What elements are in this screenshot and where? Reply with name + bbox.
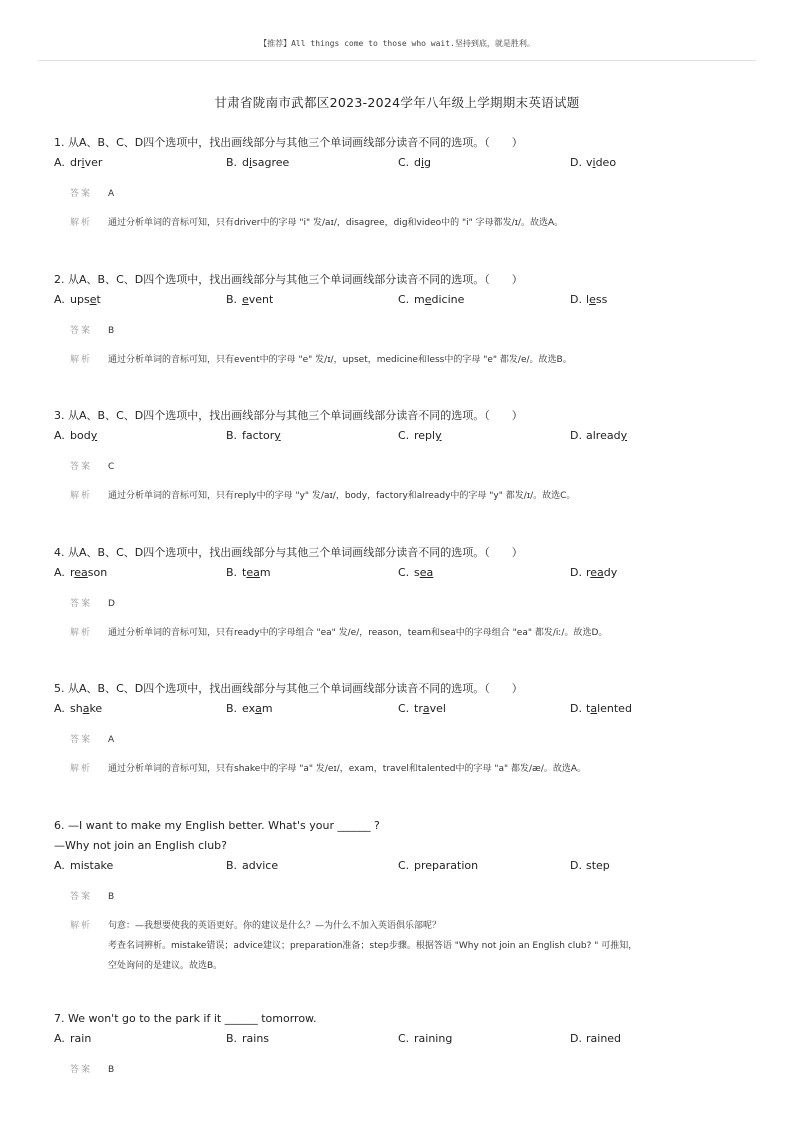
option-list [54,856,754,876]
word-suffix: t [96,293,101,306]
word-prefix: s [414,566,420,579]
option-list [54,1029,754,1049]
underlined-letters: y [90,429,98,442]
word-prefix: tr [414,702,423,715]
word-suffix: ke [89,702,103,715]
option-letter: B. [226,429,238,442]
word-prefix: l [586,293,590,306]
question-6 [54,816,754,976]
option-letter: B. [226,566,238,579]
answer-value: A [108,735,115,745]
option-b[interactable] [226,426,398,446]
underlined-letters: ea [74,566,88,579]
underlined-letters: e [424,293,432,306]
explanation-body: 句意：—我想要使我的英语更好。你的建议是什么？—为什么不加入英语俱乐部呢？ 考查名词辨析。mistake错误；advice建议；preparation准备；step步骤。根据答语 "Why not join an English club? " 可推知， 空处询问的是建议。故选B。 [108,921,638,971]
underlined-letters: i [248,156,253,169]
option-d[interactable]: D. rained [570,1032,622,1045]
underlined-letters: y [435,429,442,442]
option-letter: D. [570,702,582,715]
option-letter: B. [226,156,238,169]
underlined-letters: i [592,156,596,169]
explanation-label: 解析 [70,628,93,638]
answer-label: 答案 [70,1065,93,1075]
answer-row [70,1063,754,1077]
question-3 [54,406,754,506]
word-suffix: g [424,156,432,169]
question-stem: 6. —I want to make my English better. What's your ______ ? [54,819,380,832]
option-list [54,699,754,719]
word-suffix: m [261,702,273,715]
option-c[interactable] [398,290,570,310]
option-a[interactable] [54,563,226,583]
question-stem: 2. 从A、B、C、D四个选项中，找出画线部分与其他三个单词画线部分读音不同的选项。（ ） [54,273,523,286]
option-list [54,563,754,583]
option-letter: C. [398,566,410,579]
underlined-letters: i [420,156,425,169]
word-prefix: r [586,566,591,579]
explanation-body: 通过分析单词的音标可知，只有event中的字母 "e" 发/ɪ/，upset，medicine和less中的字母 "e" 都发/e/。故选B。 [108,355,572,365]
option-letter: C. [398,429,410,442]
explanation-body: 通过分析单词的音标可知，只有shake中的字母 "a" 发/eɪ/，exam，travel和talented中的字母 "a" 都发/æ/。故选A。 [108,764,587,774]
option-list [54,153,754,173]
option-c[interactable]: C. raining [398,1032,453,1045]
explanation-label: 解析 [70,355,93,365]
answer-row [70,460,754,474]
word-prefix: bod [70,429,91,442]
underlined-letters: a [422,702,430,715]
underlined-letters: y [274,429,281,442]
option-a[interactable] [54,426,226,446]
explanation-body: 通过分析单词的音标可知，只有ready中的字母组合 "ea" 发/e/，reason，team和sea中的字母组合 "ea" 都发/iː/。故选D。 [108,628,608,638]
explanation-body: 通过分析单词的音标可知，只有driver中的字母 "i" 发/aɪ/，disagree，dig和video中的 "i" 字母都发/ɪ/。故选A。 [108,218,564,228]
option-letter: C. [398,156,410,169]
word-prefix: d [242,156,249,169]
word-suffix: ss [595,293,608,306]
option-c[interactable]: C. preparation [398,859,479,872]
word-suffix: vent [248,293,274,306]
option-d[interactable] [570,699,742,719]
answer-label: 答案 [70,326,93,336]
answer-label: 答案 [70,735,93,745]
word-suffix: deo [595,156,617,169]
answer-row [70,324,754,338]
underlined-letters: e [589,293,596,306]
underlined-letters: ea [419,566,434,579]
option-c[interactable] [398,153,570,173]
option-c[interactable] [398,426,570,446]
option-d[interactable]: D. step [570,859,610,872]
option-letter: A. [54,702,65,715]
explanation-row [70,916,754,976]
explanation-row [70,759,754,779]
explanation-row [70,213,754,233]
option-letter: B. [226,702,238,715]
option-b[interactable] [226,563,398,583]
answer-label: 答案 [70,599,93,609]
option-letter: C. [398,293,410,306]
option-letter: D. [570,156,582,169]
explanation-label: 解析 [70,921,93,931]
word-prefix: alread [586,429,621,442]
option-a[interactable] [54,153,226,173]
option-a[interactable]: A. rain [54,1032,92,1045]
question-5 [54,679,754,779]
explanation-label: 解析 [70,218,93,228]
word-suffix: vel [429,702,446,715]
question-stem-reply: —Why not join an English club? [54,839,227,852]
question-stem: 3. 从A、B、C、D四个选项中，找出画线部分与其他三个单词画线部分读音不同的选项。（ ） [54,409,523,422]
word-suffix: sagree [252,156,290,169]
word-prefix: t [242,566,247,579]
option-d[interactable] [570,153,742,173]
answer-row [70,187,754,201]
question-stem: 5. 从A、B、C、D四个选项中，找出画线部分与其他三个单词画线部分读音不同的选项。（ ） [54,682,523,695]
question-stem: 4. 从A、B、C、D四个选项中，找出画线部分与其他三个单词画线部分读音不同的选项。（ ） [54,546,523,559]
word-prefix: repl [414,429,436,442]
underlined-letters: ea [246,566,260,579]
underlined-letters: a [82,702,90,715]
answer-label: 答案 [70,892,93,902]
word-prefix: t [586,702,591,715]
option-b[interactable] [226,699,398,719]
word-prefix: dr [70,156,82,169]
option-letter: D. [570,566,582,579]
explanation-label: 解析 [70,764,93,774]
page-header-motto: 【推荐】All things come to those who wait.坚持到底，就是胜利。 [259,39,535,48]
option-list [54,290,754,310]
word-suffix: m [259,566,271,579]
question-2 [54,270,754,370]
answer-value: B [108,326,115,336]
answer-label: 答案 [70,189,93,199]
option-a[interactable] [54,290,226,310]
underlined-letters: e [89,293,97,306]
word-prefix: ex [242,702,256,715]
word-prefix: v [586,156,593,169]
underlined-letters: a [255,702,262,715]
word-prefix: factor [242,429,275,442]
answer-value: C [108,462,115,472]
option-list [54,426,754,446]
option-d[interactable] [570,563,742,583]
option-letter: A. [54,156,65,169]
option-letter: B. [226,293,238,306]
answer-label: 答案 [70,462,93,472]
explanation-row [70,350,754,370]
underlined-letters: y [620,429,628,442]
option-b[interactable]: B. rains [226,1032,270,1045]
question-stem: 7. We won't go to the park if it ______ tomorrow. [54,1012,317,1025]
answer-row [70,597,754,611]
word-suffix: son [87,566,108,579]
question-1 [54,133,754,233]
option-letter: A. [54,429,65,442]
word-prefix: m [414,293,425,306]
option-letter: A. [54,293,65,306]
underlined-letters: ea [590,566,604,579]
word-suffix: dy [603,566,618,579]
word-prefix: sh [70,702,83,715]
option-c[interactable] [398,699,570,719]
word-prefix: r [70,566,75,579]
explanation-body: 通过分析单词的音标可知，只有reply中的字母 "y" 发/aɪ/，body，factory和already中的字母 "y" 都发/ɪ/。故选C。 [108,491,576,501]
option-c[interactable] [398,563,570,583]
option-a[interactable] [54,699,226,719]
underlined-letters: e [242,293,249,306]
answer-value: B [108,1065,115,1075]
answer-value: D [108,599,115,609]
word-prefix: ups [70,293,90,306]
word-suffix: dicine [431,293,465,306]
word-suffix: ver [84,156,103,169]
option-letter: D. [570,293,582,306]
option-letter: C. [398,702,410,715]
answer-row [70,890,754,904]
question-4 [54,543,754,643]
answer-row [70,733,754,747]
explanation-label: 解析 [70,491,93,501]
header-divider [38,60,756,61]
word-suffix: lented [597,702,632,715]
underlined-letters: i [81,156,85,169]
question-7 [54,1009,754,1077]
underlined-letters: a [590,702,598,715]
option-b[interactable] [226,290,398,310]
answer-value: A [108,189,115,199]
option-a[interactable]: A. mistake [54,859,114,872]
question-stem: 1. 从A、B、C、D四个选项中，找出画线部分与其他三个单词画线部分读音不同的选项。（ ） [54,136,523,149]
option-b[interactable]: B. advice [226,859,279,872]
option-d[interactable] [570,426,742,446]
word-prefix: d [414,156,421,169]
explanation-row [70,623,754,643]
option-b[interactable] [226,153,398,173]
page-title: 甘肃省陇南市武都区2023-2024学年八年级上学期期末英语试题 [214,95,580,110]
answer-value: B [108,892,115,902]
option-letter: D. [570,429,582,442]
explanation-row [70,486,754,506]
option-d[interactable] [570,290,742,310]
option-letter: A. [54,566,65,579]
